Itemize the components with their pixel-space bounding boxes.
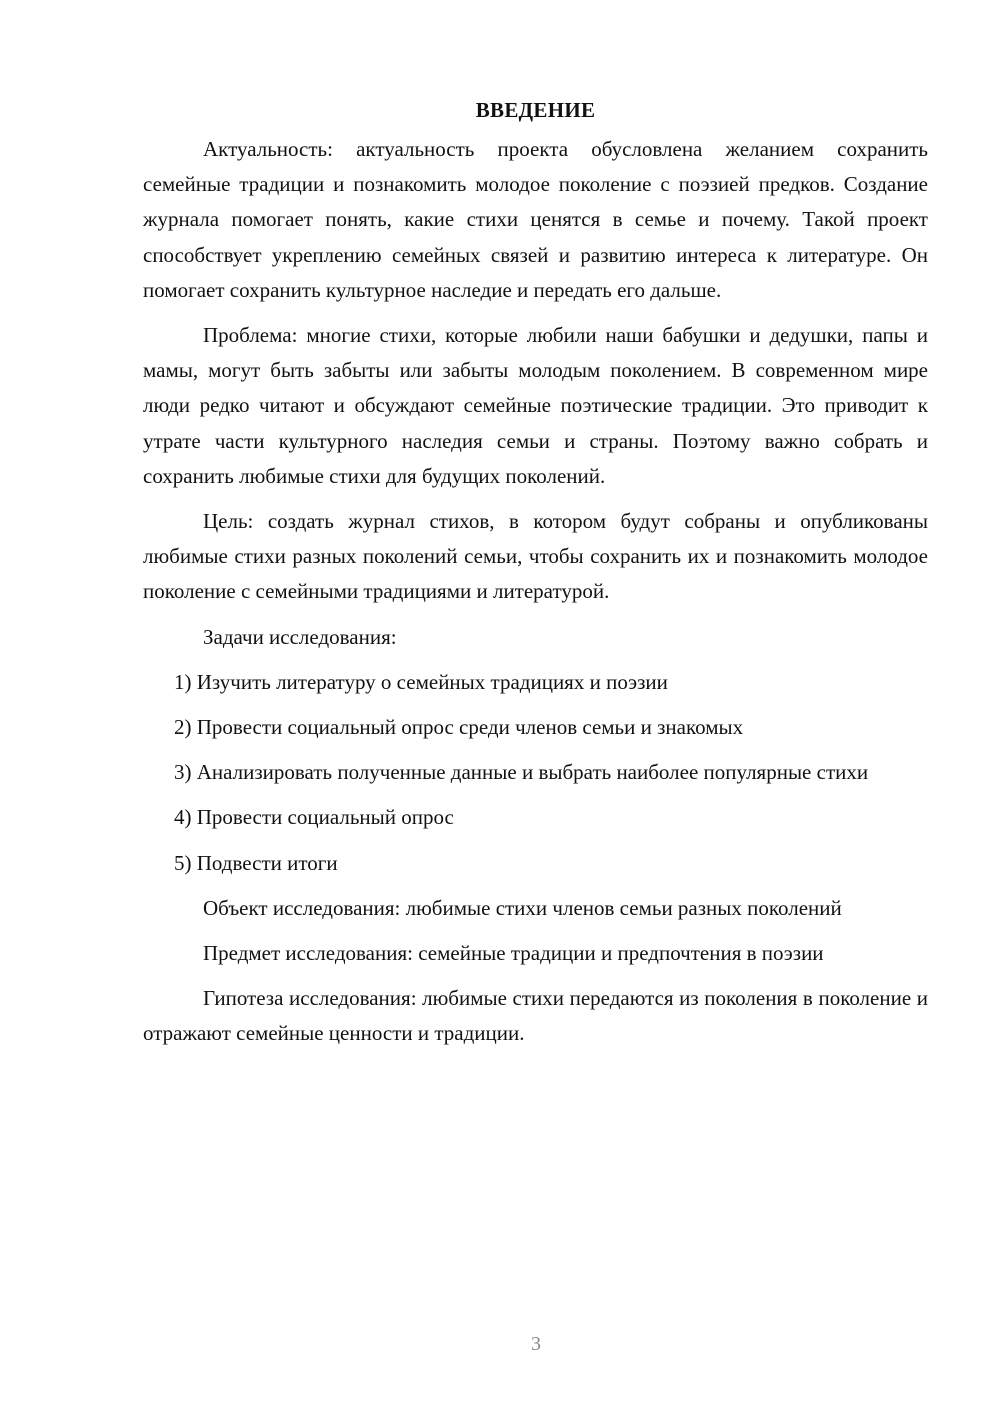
subject-paragraph: Предмет исследования: семейные традиции и предпочтения в поэзии: [203, 941, 824, 966]
task-item-4: 4) Провести социальный опрос: [174, 805, 454, 830]
goal-paragraph: Цель: создать журнал стихов, в котором будут собраны и опубликованы любимые стихи разных поколений семьи, чтобы сохранить их и познакомить молодое поколение с семейными традициями и литературой.: [143, 509, 928, 604]
problem-paragraph: Проблема: многие стихи, которые любили наши бабушки и дедушки, папы и мамы, могут быть забыты или забыты молодым поколением. В современном мире люди редко читают и обсуждают семейные поэтические традиции. Это приводит к утрате части культурного наследия семьи и страны. Поэтому важно собрать и сохранить любимые стихи для будущих поколений.: [143, 323, 928, 488]
tasks-heading: Задачи исследования:: [203, 624, 397, 649]
relevance-paragraph: Актуальность: актуальность проекта обусловлена желанием сохранить семейные традиции и познакомить молодое поколение с поэзией предков. Создание журнала помогает понять, какие стихи ценятся в семье и почему. Такой проект способствует укреплению семейных связей и развитию интереса к литературе. Он помогает сохранить культурное наследие и передать его дальше.: [143, 137, 928, 302]
tasks-list: [143, 665, 928, 881]
hypothesis-paragraph: Гипотеза исследования: любимые стихи передаются из поколения в поколение и отражают семейные ценности и традиции.: [143, 986, 928, 1046]
task-item-1: 1) Изучить литературу о семейных традициях и поэзии: [174, 669, 668, 694]
page-title: ВВЕДЕНИЕ: [475, 98, 596, 122]
task-item-5: 5) Подвести итоги: [174, 850, 338, 875]
object-paragraph: Объект исследования: любимые стихи членов семьи разных поколений: [203, 895, 842, 920]
task-item-3: 3) Анализировать полученные данные и выбрать наиболее популярные стихи: [174, 760, 869, 785]
page-number: 3: [531, 1333, 541, 1355]
page-content: [143, 96, 928, 1062]
task-item-2: 2) Провести социальный опрос среди членов семьи и знакомых: [174, 715, 744, 740]
